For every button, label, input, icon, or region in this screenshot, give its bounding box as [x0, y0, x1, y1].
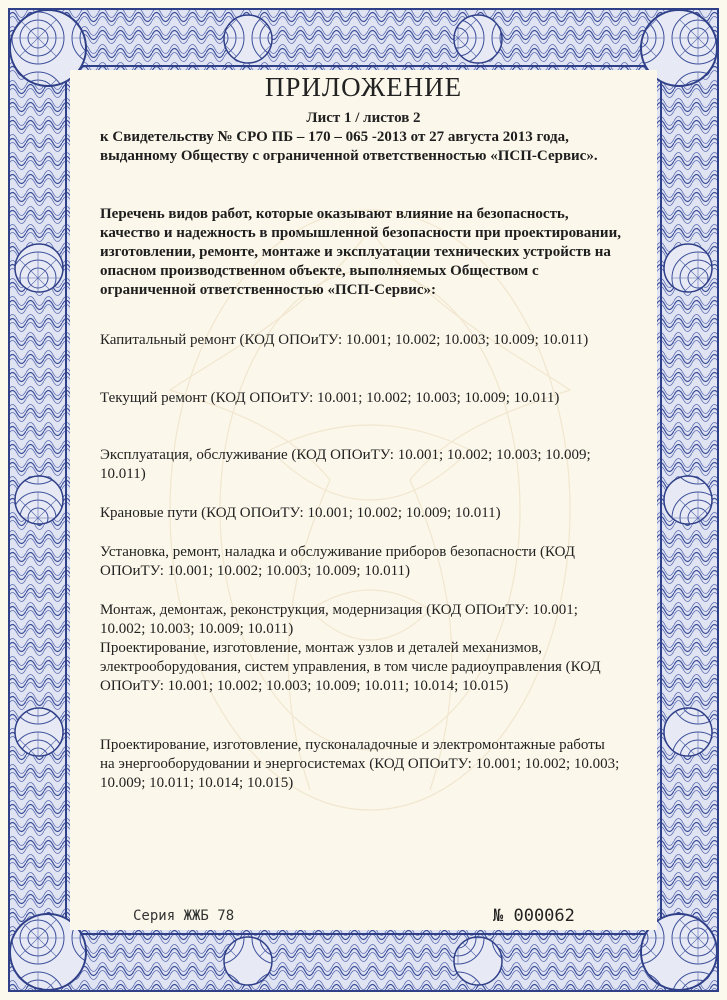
works-intro: Перечень видов работ, которые оказывают влияние на безопасность, качество и надежность в промышленной безопасности при проектировании, изготовлении, ремонте, монтаже и эксплуатации технических устройств на опасном производственном объекте, выполняемых Обществом с ограниченной ответственностью «ПСП-Сервис»:: [100, 206, 621, 298]
list-item: Крановые пути (КОД ОПОиТУ: 10.001; 10.002; 10.009; 10.011): [100, 505, 501, 521]
certificate-reference: к Свидетельству № СРО ПБ – 170 – 065 -2013 от 27 августа 2013 года, выданному Обществу с ограниченной ответственностью «ПСП-Сервис».: [100, 129, 598, 164]
list-item: Монтаж, демонтаж, реконструкция, модернизация (КОД ОПОиТУ: 10.001; 10.002; 10.003; 10.009; 10.011): [100, 602, 578, 637]
page-title: ПРИЛОЖЕНИЕ: [264, 72, 463, 102]
list-item: Капитальный ремонт (КОД ОПОиТУ: 10.001; 10.002; 10.003; 10.009; 10.011): [100, 332, 589, 348]
sheet-info: Лист 1 / листов 2: [306, 110, 421, 126]
list-item: Текущий ремонт (КОД ОПОиТУ: 10.001; 10.002; 10.003; 10.009; 10.011): [100, 390, 560, 406]
list-item: Установка, ремонт, наладка и обслуживание приборов безопасности (КОД ОПОиТУ: 10.001; 10.002; 10.003; 10.009; 10.011): [100, 544, 575, 579]
document-number: № 000062: [493, 906, 575, 926]
list-item: Эксплуатация, обслуживание (КОД ОПОиТУ: 10.001; 10.002; 10.003; 10.009; 10.011): [100, 447, 591, 482]
list-item: Проектирование, изготовление, пусконаладочные и электромонтажные работы на энергооборудовании и энергосистемах (КОД ОПОиТУ: 10.001; 10.002; 10.003; 10.009; 10.011; 10.014; 10.015): [100, 737, 620, 791]
series-label: Серия ЖЖБ 78: [133, 908, 235, 924]
list-item: Проектирование, изготовление, монтаж узлов и деталей механизмов, электрооборудования, систем управления, в том числе радиоуправления (КОД ОПОиТУ: 10.001; 10.002; 10.003; 10.009; 10.011; 10.014; 10.015): [100, 640, 601, 694]
